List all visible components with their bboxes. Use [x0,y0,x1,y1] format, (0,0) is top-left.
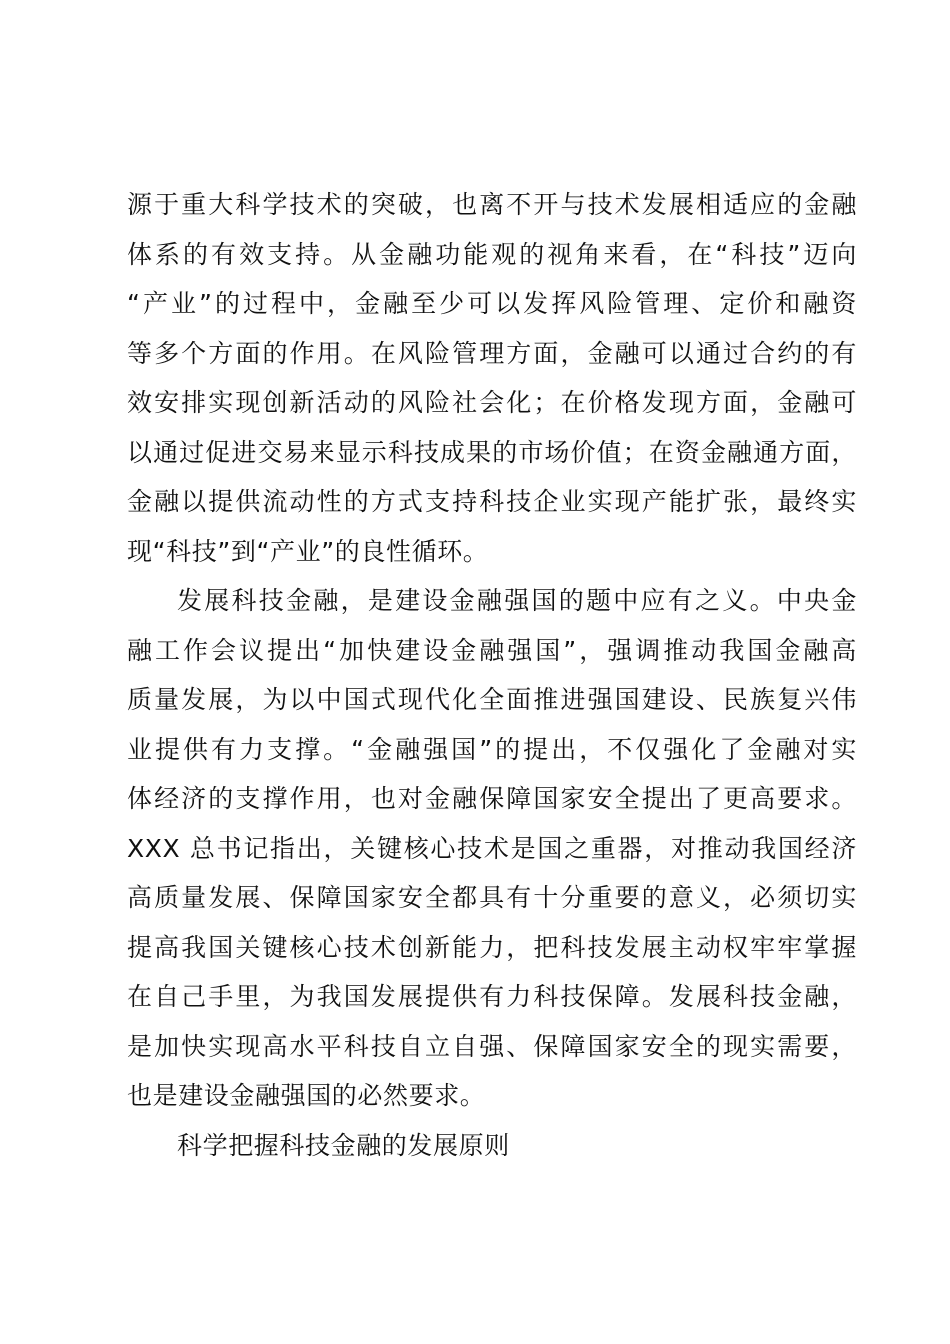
paragraph-line: 提高我国关键核心技术创新能力，把科技发展主动权牢牢掌握 [127,932,857,962]
paragraph-line: 金融以提供流动性的方式支持科技企业实现产能扩张，最终实 [127,487,857,516]
paragraph-line: 融工作会议提出“加快建设金融强国”，强调推动我国金融高 [127,635,857,665]
paragraph-line: 等多个方面的作用。在风险管理方面，金融可以通过合约的有 [127,338,857,368]
paragraph-line: 也是建设金融强国的必然要求。 [127,1081,486,1110]
paragraph-line: 以通过促进交易来显示科技成果的市场价值；在资金融通方面， [127,437,857,467]
paragraph-line: 是加快实现高水平科技自立自强、保障国家安全的现实需要， [127,1031,857,1061]
paragraph-1 [127,180,857,576]
section-heading [127,1121,857,1171]
paragraph-line: 业提供有力支撑。“金融强国”的提出，不仅强化了金融对实 [127,734,857,764]
paragraph-line: 效安排实现创新活动的风险社会化；在价格发现方面，金融可 [127,388,857,417]
section-heading-text: 科学把握科技金融的发展原则 [177,1130,510,1160]
paragraph-line: 发展科技金融，是建设金融强国的题中应有之义。中央金 [177,586,857,615]
document-body [127,180,857,1170]
paragraph-line: 在自己手里，为我国发展提供有力科技保障。发展科技金融， [127,982,857,1011]
paragraph-line: 体经济的支撑作用，也对金融保障国家安全提出了更高要求。 [127,784,857,813]
paragraph-line: 体系的有效支持。从金融功能观的视角来看，在“科技”迈向 [127,239,857,269]
paragraph-line: 源于重大科学技术的突破，也离不开与技术发展相适应的金融 [127,190,857,219]
paragraph-line: “产业”的过程中，金融至少可以发挥风险管理、定价和融资 [127,289,857,318]
paragraph-2 [127,576,857,1121]
paragraph-line: 质量发展，为以中国式现代化全面推进强国建设、民族复兴伟 [127,685,857,714]
paragraph-line: XXX 总书记指出，关键核心技术是国之重器，对推动我国经济 [127,833,857,863]
paragraph-line: 高质量发展、保障国家安全都具有十分重要的意义，必须切实 [127,883,857,912]
paragraph-line: 现“科技”到“产业”的良性循环。 [127,536,489,566]
